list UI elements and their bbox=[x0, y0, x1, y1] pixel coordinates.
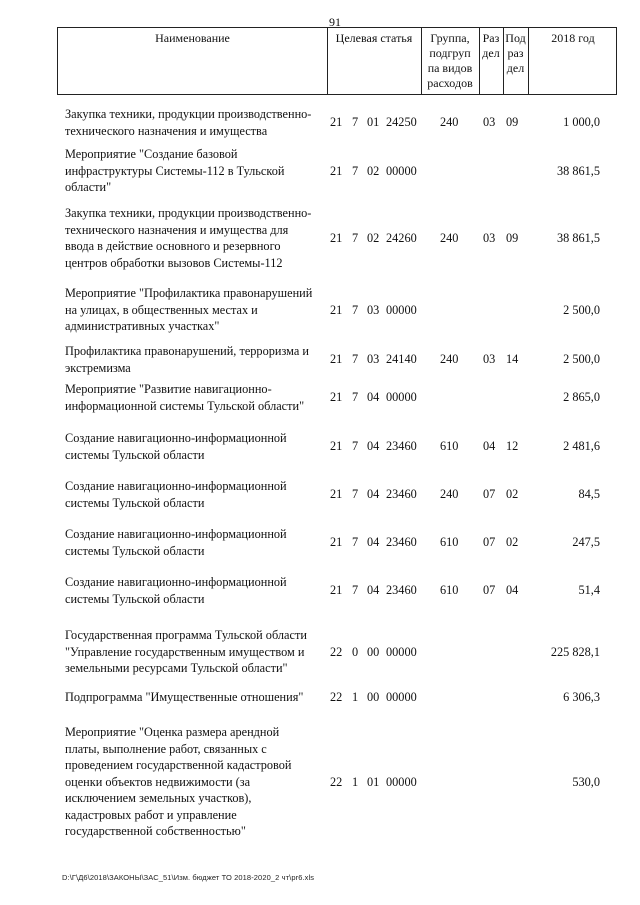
row-name bbox=[65, 689, 327, 706]
subsection-code: 02 bbox=[506, 487, 519, 501]
subsection-code: 14 bbox=[506, 352, 519, 366]
amount-2018: 6 306,3 bbox=[563, 690, 600, 704]
row-name-line: Закупка техники, продукции производственно- bbox=[65, 107, 312, 121]
expense-group-code: 240 bbox=[440, 352, 459, 366]
program-code: 21 bbox=[330, 231, 343, 245]
row-name-line: инфраструктуры Системы-112 в Тульской bbox=[65, 163, 285, 178]
main-event-code: 01 bbox=[367, 775, 380, 789]
subprogram-code: 7 bbox=[352, 439, 359, 453]
row-name bbox=[65, 343, 327, 376]
row-name bbox=[65, 285, 327, 335]
direction-code: 23460 bbox=[386, 535, 417, 549]
program-code: 21 bbox=[330, 352, 343, 366]
main-event-code: 03 bbox=[367, 303, 380, 317]
section-code: 07 bbox=[483, 535, 496, 549]
section-code: 04 bbox=[483, 439, 496, 453]
direction-code: 24260 bbox=[386, 231, 417, 245]
row-name-line: технического назначения и имущества bbox=[65, 123, 268, 138]
subprogram-code: 1 bbox=[352, 775, 359, 789]
row-name-line: Создание навигационно-информационной bbox=[65, 575, 287, 589]
subsection-code: 12 bbox=[506, 439, 519, 453]
header-subsection-line: дел bbox=[506, 61, 525, 75]
row-name-line: "Управление государственным имуществом и bbox=[65, 644, 305, 659]
direction-code: 23460 bbox=[386, 439, 417, 453]
row-name bbox=[65, 430, 327, 463]
row-name-line: земельными ресурсами Тульской области" bbox=[65, 661, 288, 675]
row-name-line: кадастровых работ и управление bbox=[65, 807, 237, 822]
row-name-line: Подпрограмма "Имущественные отношения" bbox=[65, 690, 304, 704]
main-event-code: 03 bbox=[367, 352, 380, 366]
program-code: 21 bbox=[330, 303, 343, 317]
amount-2018: 2 500,0 bbox=[563, 303, 600, 317]
row-name bbox=[65, 478, 327, 511]
row-name bbox=[65, 526, 327, 559]
main-event-code: 00 bbox=[367, 690, 380, 704]
amount-2018: 1 000,0 bbox=[563, 115, 600, 129]
row-name-line: ввода в действие основного и резервного bbox=[65, 239, 281, 253]
row-name-line: оценки объектов недвижимости (за bbox=[65, 774, 251, 789]
subprogram-code: 7 bbox=[352, 352, 359, 366]
main-event-code: 00 bbox=[367, 645, 380, 659]
expense-group-code: 610 bbox=[440, 583, 459, 597]
row-name bbox=[65, 381, 327, 414]
row-name-line: государственной собственностью" bbox=[65, 824, 246, 838]
header-section-line: Раз bbox=[482, 31, 500, 45]
subprogram-code: 7 bbox=[352, 115, 359, 129]
header-name: Наименование bbox=[155, 31, 230, 45]
direction-code: 00000 bbox=[386, 690, 417, 704]
subprogram-code: 7 bbox=[352, 487, 359, 501]
section-code: 03 bbox=[483, 115, 496, 129]
direction-code: 00000 bbox=[386, 645, 417, 659]
amount-2018: 2 865,0 bbox=[563, 390, 600, 404]
direction-code: 23460 bbox=[386, 487, 417, 501]
section-code: 07 bbox=[483, 487, 496, 501]
row-name-line: информационной системы Тульской области" bbox=[65, 398, 305, 413]
row-name-line: экстремизма bbox=[65, 360, 131, 375]
program-code: 22 bbox=[330, 775, 343, 789]
main-event-code: 02 bbox=[367, 164, 380, 178]
row-name-line: центров обработки вызовов Системы-112 bbox=[65, 255, 283, 270]
expense-group-code: 610 bbox=[440, 439, 459, 453]
amount-2018: 2 500,0 bbox=[563, 352, 600, 366]
direction-code: 00000 bbox=[386, 775, 417, 789]
direction-code: 00000 bbox=[386, 303, 417, 317]
header-year: 2018 год bbox=[551, 31, 595, 45]
amount-2018: 38 861,5 bbox=[556, 164, 600, 178]
row-name-line: технического назначения и имущества для bbox=[65, 222, 289, 237]
row-name-line: Мероприятие "Профилактика правонарушений bbox=[65, 286, 313, 300]
main-event-code: 04 bbox=[367, 390, 380, 404]
row-name-line: Создание навигационно-информационной bbox=[65, 527, 287, 541]
page-number: 91 bbox=[329, 15, 341, 29]
main-event-code: 04 bbox=[367, 583, 380, 597]
header-group-line: Группа, bbox=[430, 31, 470, 45]
section-code: 03 bbox=[483, 352, 496, 366]
row-name-line: области" bbox=[65, 180, 112, 194]
subprogram-code: 7 bbox=[352, 164, 359, 178]
expense-group-code: 610 bbox=[440, 535, 459, 549]
row-name bbox=[65, 574, 327, 607]
file-path-footer: D:\Г\Д6\2018\ЗАКОНЫ\ЗАС_51\Изм. бюджет ТО 2018-2020_2 чт\pr6.xls bbox=[62, 873, 315, 882]
row-name-line: платы, выполнение работ, связанных с bbox=[65, 741, 267, 756]
row-name-line: системы Тульской области bbox=[65, 447, 205, 462]
amount-2018: 530,0 bbox=[572, 775, 600, 789]
row-name-line: Мероприятие "Создание базовой bbox=[65, 147, 238, 161]
row-name-line: системы Тульской области bbox=[65, 495, 205, 510]
main-event-code: 04 bbox=[367, 439, 380, 453]
program-code: 21 bbox=[330, 115, 343, 129]
header-group-line: подгруп bbox=[429, 46, 471, 60]
main-event-code: 01 bbox=[367, 115, 380, 129]
row-name-line: Мероприятие "Развитие навигационно- bbox=[65, 382, 272, 396]
subprogram-code: 7 bbox=[352, 303, 359, 317]
row-name-line: административных участках" bbox=[65, 319, 220, 333]
subprogram-code: 7 bbox=[352, 231, 359, 245]
row-name bbox=[65, 146, 327, 196]
expense-group-code: 240 bbox=[440, 487, 459, 501]
subprogram-code: 7 bbox=[352, 390, 359, 404]
row-name-line: Создание навигационно-информационной bbox=[65, 479, 287, 493]
amount-2018: 225 828,1 bbox=[550, 645, 600, 659]
subprogram-code: 7 bbox=[352, 535, 359, 549]
row-name bbox=[65, 627, 327, 677]
program-code: 21 bbox=[330, 535, 343, 549]
expense-group-code: 240 bbox=[440, 115, 459, 129]
header-group-line: па видов bbox=[427, 61, 473, 75]
section-code: 07 bbox=[483, 583, 496, 597]
subsection-code: 04 bbox=[506, 583, 519, 597]
subprogram-code: 0 bbox=[352, 645, 359, 659]
direction-code: 24140 bbox=[386, 352, 417, 366]
row-name-line: Создание навигационно-информационной bbox=[65, 431, 287, 445]
program-code: 22 bbox=[330, 690, 343, 704]
amount-2018: 84,5 bbox=[578, 487, 600, 501]
program-code: 21 bbox=[330, 164, 343, 178]
row-name-line: Закупка техники, продукции производственно- bbox=[65, 206, 312, 220]
header-group-line: расходов bbox=[427, 76, 473, 90]
program-code: 21 bbox=[330, 390, 343, 404]
row-name bbox=[65, 724, 327, 840]
main-event-code: 04 bbox=[367, 535, 380, 549]
subsection-code: 09 bbox=[506, 115, 519, 129]
header-subsection-line: раз bbox=[507, 46, 524, 60]
program-code: 22 bbox=[330, 645, 343, 659]
row-name bbox=[65, 205, 327, 271]
header-subsection-line: Под bbox=[505, 31, 526, 45]
direction-code: 00000 bbox=[386, 390, 417, 404]
row-name-line: системы Тульской области bbox=[65, 591, 205, 606]
main-event-code: 04 bbox=[367, 487, 380, 501]
subprogram-code: 1 bbox=[352, 690, 359, 704]
amount-2018: 2 481,6 bbox=[563, 439, 600, 453]
section-code: 03 bbox=[483, 231, 496, 245]
direction-code: 00000 bbox=[386, 164, 417, 178]
amount-2018: 38 861,5 bbox=[556, 231, 600, 245]
program-code: 21 bbox=[330, 487, 343, 501]
row-name-line: системы Тульской области bbox=[65, 543, 205, 558]
row-name-line: исключением земельных участков), bbox=[65, 791, 252, 805]
row-name-line: на улицах, в общественных местах и bbox=[65, 302, 258, 317]
row-name bbox=[65, 106, 327, 139]
program-code: 21 bbox=[330, 439, 343, 453]
direction-code: 24250 bbox=[386, 115, 417, 129]
subsection-code: 09 bbox=[506, 231, 519, 245]
row-name-line: Мероприятие "Оценка размера арендной bbox=[65, 725, 280, 739]
amount-2018: 51,4 bbox=[578, 583, 600, 597]
row-name-line: Профилактика правонарушений, терроризма и bbox=[65, 344, 309, 358]
row-name-line: Государственная программа Тульской области bbox=[65, 628, 307, 642]
subsection-code: 02 bbox=[506, 535, 519, 549]
program-code: 21 bbox=[330, 583, 343, 597]
amount-2018: 247,5 bbox=[572, 535, 600, 549]
header-section-line: дел bbox=[482, 46, 500, 60]
header-target-article: Целевая статья bbox=[335, 31, 413, 45]
main-event-code: 02 bbox=[367, 231, 380, 245]
expense-group-code: 240 bbox=[440, 231, 459, 245]
direction-code: 23460 bbox=[386, 583, 417, 597]
subprogram-code: 7 bbox=[352, 583, 359, 597]
row-name-line: проведением государственной кадастровой bbox=[65, 758, 292, 772]
